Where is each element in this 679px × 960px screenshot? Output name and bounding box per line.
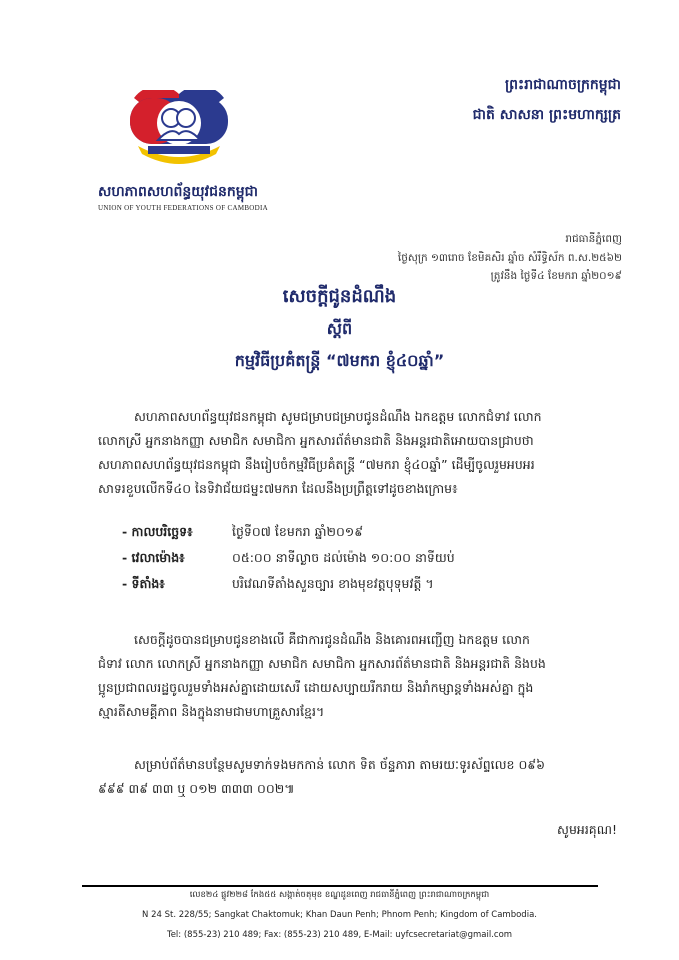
bullet-label: - ទីតាំង៖: [122, 576, 165, 591]
paragraph-line: សម្រាប់ព័ត៌មានបន្ថែមសូមទាក់ទងមកកាន់ លោក ទិត ច័ន្ទភារា តាមរយៈទូរស័ព្ទលេខ ០៩៦: [134, 757, 546, 772]
invitation-paragraph: [98, 628, 620, 724]
dateline-lunar: ថ្ងៃសុក្រ ១៣រោច ខែមិគសិរ ឆ្នាំច សំរឹទ្ធិស័ក ព.ស.២៥៦២: [397, 252, 622, 264]
footer-address-khmer: លេខ២៤ ផ្លូវ២២៨ កែង៥៥ សង្កាត់ចតុមុខ ខណ្ឌដូនពេញ រាជធានីភ្នំពេញ ព្រះរាជាណាចក្រកម្ពុជា: [189, 890, 490, 900]
footer-address-english: N 24 St. 228/55; Sangkat Chaktomuk; Khan Daun Penh; Phnom Penh; Kingdom of Cambodia.: [142, 910, 537, 920]
footer-divider: [82, 885, 598, 887]
paragraph-line: ប្អូនប្រជាពលរដ្ឋចូលរួមទាំងអស់គ្នាដោយសេរី ដោយសប្បាយរីករាយ និងរាំកម្សាន្តទាំងអស់គ្នា ក្នុង: [98, 680, 534, 695]
title-event: កម្មវិធីប្រគំតន្ត្រី “៧មករា ខ្ញុំ៤០ឆ្នាំ”: [234, 351, 445, 370]
paragraph-line: ស្មារតីសាមគ្គីភាព និងក្នុងនាមជាមហាគ្រួសារខ្មែរ។: [98, 704, 325, 719]
bullet-location: [122, 576, 434, 595]
paragraph-line: សហភាពសហព័ន្ធយុវជនកម្ពុជា នឹងរៀបចំកម្មវិធីប្រគំតន្ត្រី “៧មករា ខ្ញុំ៤០ឆ្នាំ” ដើម្បីចូលរួមអបអរ: [98, 457, 535, 472]
title-announcement: សេចក្តីជូនដំណឹង: [282, 286, 397, 307]
paragraph-line: សាទរខួបលើកទី៤០ នៃទិវាជ័យជម្នះ៧មករា ដែលនឹងប្រព្រឹត្តទៅដូចខាងក្រោម៖: [98, 481, 458, 496]
bullet-value: បរិវេណទីតាំងសួនច្បារ ខាងមុខវត្តបុទុមវត្តី ។: [232, 576, 434, 591]
bullet-date: [122, 524, 363, 543]
paragraph-line: ៩៩៩ ៣៩ ៣៣ ឬ ០១២ ៣៣៣ ០០២៕: [98, 781, 295, 796]
dateline-place: រាជធានីភ្នំពេញ: [565, 233, 622, 245]
paragraph-line: សហភាពសហព័ន្ធយុវជនកម្ពុជា សូមជម្រាបជម្រាបជូនដំណឹង ឯកឧត្តម លោកជំទាវ លោក: [134, 409, 542, 424]
bullet-time: [122, 550, 455, 569]
paragraph-line: សេចក្តីដូចបានជម្រាបជូនខាងលើ គឺជាការជូនដំណឹង និងគោរពអញ្ជើញ ឯកឧត្តម លោក: [134, 632, 530, 647]
footer-contact: Tel: (855-23) 210 489; Fax: (855-23) 210 489, E-Mail: uyfcsecretariat@gmail.com: [166, 930, 513, 940]
bullet-value: ០៥:០០ នាទីល្ងាច ដល់ម៉ោង ១០:០០ នាទីយប់: [232, 550, 455, 565]
motto-line-kingdom: ព្រះរាជាណាចក្រកម្ពុជា: [504, 77, 621, 93]
dateline-solar: ត្រូវនឹង ថ្ងៃទី៤ ខែមករា ឆ្នាំ២០១៩: [490, 270, 622, 282]
paragraph-line: ជំទាវ លោក លោកស្រី អ្នកនាងកញ្ញា សមាជិក សមាជិកា អ្នកសារព័ត៌មានជាតិ និងអន្តរជាតិ និងបង: [98, 656, 546, 671]
national-motto: [321, 70, 621, 130]
closing-thanks: សូមអរគុណ!: [557, 822, 617, 837]
paragraph-line: លោកស្រី អ្នកនាងកញ្ញា សមាជិក សមាជិកា អ្នកសារព័ត៌មានជាតិ និងអន្តរជាតិអោយបានជ្រាបថា: [98, 433, 534, 448]
org-name-khmer: សហភាពសហព័ន្ធយុវជនកម្ពុជា: [98, 184, 258, 200]
bullet-label: - វេលាម៉ោង៖: [122, 550, 185, 565]
motto-line-nation: ជាតិ សាសនា ព្រះមហាក្សត្រ: [472, 107, 621, 123]
bullet-label: - កាលបរិច្ឆេទ៖: [122, 524, 193, 539]
org-name-english: UNION OF YOUTH FEDERATIONS OF CAMBODIA: [98, 204, 269, 212]
union-logo: [116, 90, 242, 170]
bullet-value: ថ្ងៃទី០៧ ខែមករា ឆ្នាំ២០១៩: [232, 524, 364, 539]
contact-paragraph: [98, 753, 620, 801]
intro-paragraph: [98, 405, 620, 501]
title-regarding: ស្តីពី: [326, 319, 353, 338]
